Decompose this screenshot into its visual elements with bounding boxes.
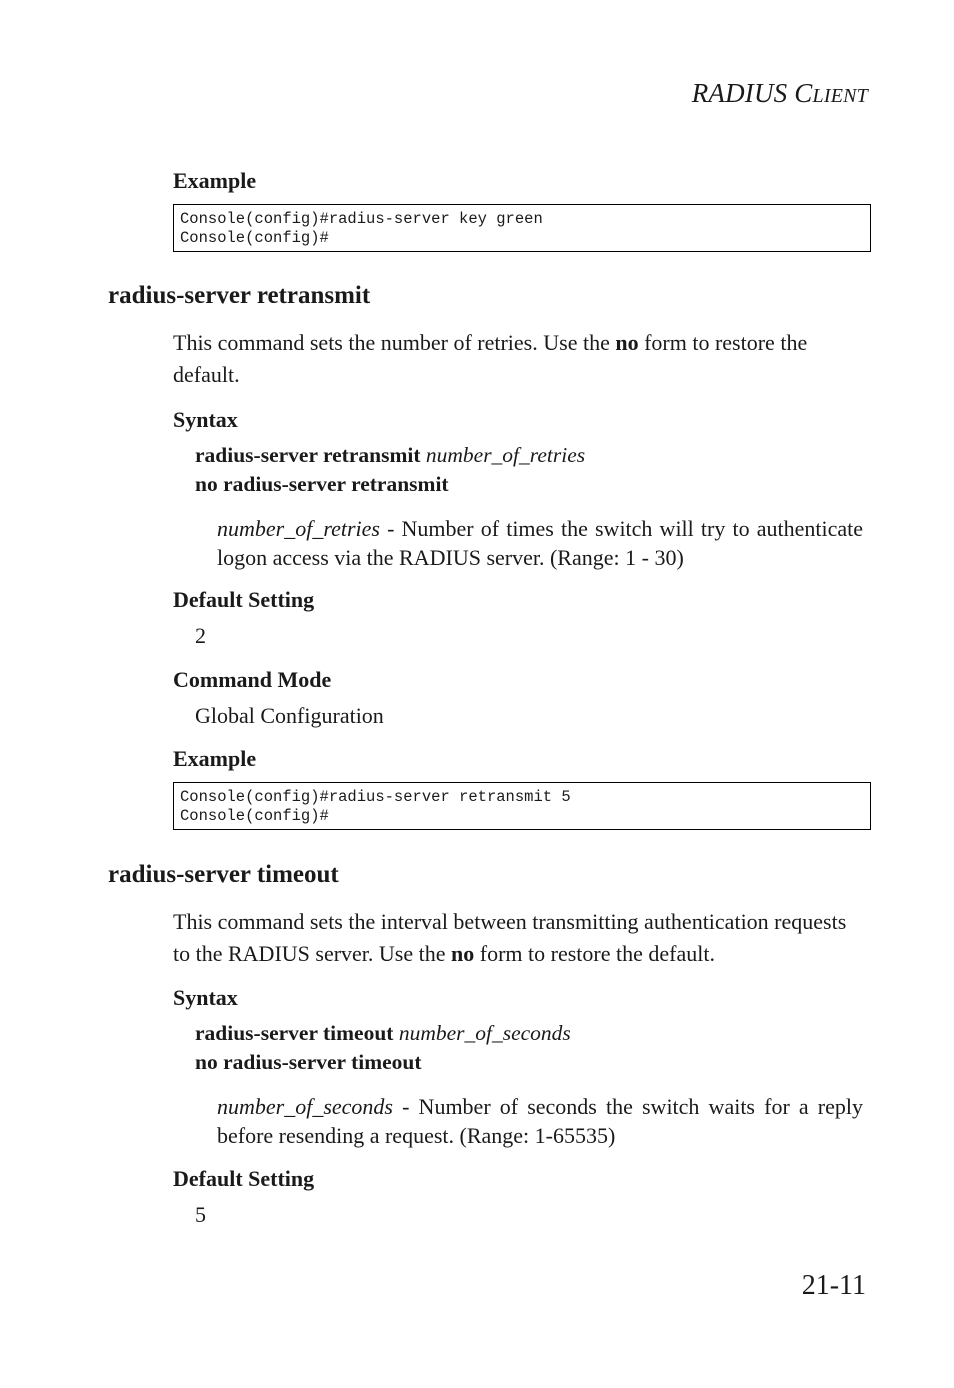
code-line: Console(config)# xyxy=(180,807,329,825)
parameter-description: number_of_retries - Number of times the switch will try to authenticate logon access via the RADIUS server. (Range: 1 - 30) xyxy=(217,516,863,570)
default-setting-heading: Default Setting xyxy=(173,587,315,612)
page-number: 21-11 xyxy=(801,1270,866,1301)
syntax-heading: Syntax xyxy=(173,407,238,432)
code-example xyxy=(173,204,871,252)
code-line: Console(config)# xyxy=(180,229,329,247)
section-title-timeout: radius-server timeout xyxy=(108,861,339,888)
syntax-heading: Syntax xyxy=(173,985,238,1010)
syntax-command: radius-server timeout number_of_seconds xyxy=(195,1021,571,1045)
code-line: Console(config)#radius-server retransmit 5 xyxy=(180,788,571,806)
example-heading: Example xyxy=(173,746,257,771)
running-header: RADIUS CLIENT xyxy=(691,78,868,108)
syntax-command: radius-server retransmit number_of_retries xyxy=(195,443,586,467)
parameter-description: number_of_seconds - Number of seconds the switch waits for a reply before resending a request. (Range: 1-65535) xyxy=(217,1094,863,1148)
example-heading: Example xyxy=(173,168,257,193)
syntax-no-command: no radius-server timeout xyxy=(195,1050,422,1074)
section-title-retransmit: radius-server retransmit xyxy=(108,282,371,309)
default-setting-value: 2 xyxy=(195,623,206,648)
code-line: Console(config)#radius-server key green xyxy=(180,210,543,228)
command-mode-heading: Command Mode xyxy=(173,667,332,692)
code-example xyxy=(173,782,871,830)
timeout-description: This command sets the interval between transmitting authentication requests to the RADIUS server. Use the no form to restore the default. xyxy=(173,909,847,966)
command-mode-value: Global Configuration xyxy=(195,703,384,728)
syntax-no-command: no radius-server retransmit xyxy=(195,472,449,496)
default-setting-value: 5 xyxy=(195,1202,206,1227)
retransmit-description: This command sets the number of retries. Use the no form to restore the default. xyxy=(173,330,808,387)
default-setting-heading: Default Setting xyxy=(173,1166,315,1191)
